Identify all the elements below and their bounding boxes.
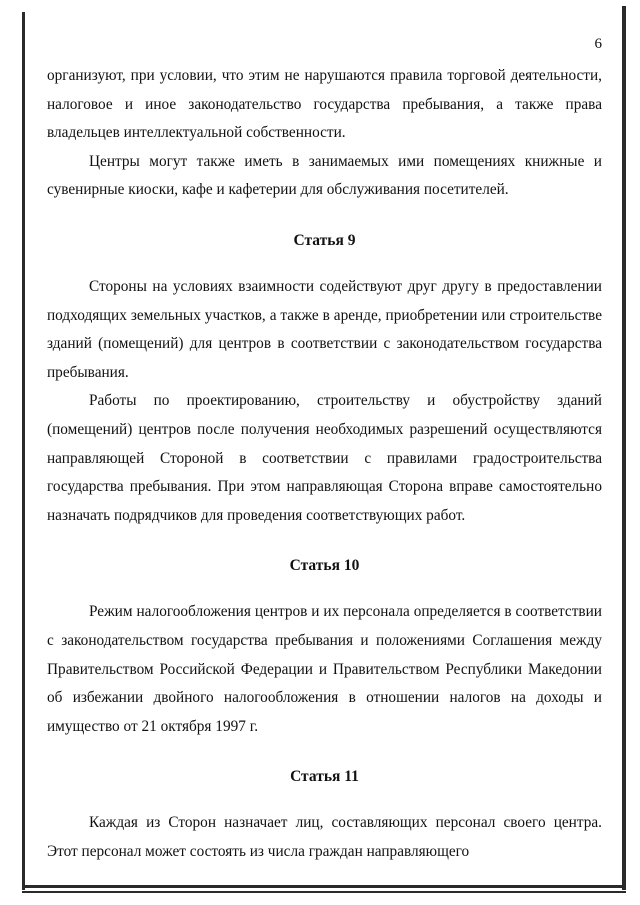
page-border-left xyxy=(22,12,25,890)
paragraph: Центры могут также иметь в занимаемых ими помещениях книжные и сувенирные киоски, кафе и кафетерии для обслуживания посетителей. xyxy=(47,152,602,199)
page-border-bottom-double xyxy=(22,891,626,893)
paragraph: организуют, при условии, что этим не нарушаются правила торговой деятельности, налоговое и иное законодательство государства пребывания, а также права владельцев интеллектуальной собственности. xyxy=(47,67,602,142)
paragraph: Каждая из Сторон назначает лиц, составляющих персонал своего центра. Этот персонал может состоять из числа граждан направляющего xyxy=(47,814,602,860)
page-border-bottom xyxy=(22,885,626,888)
paragraph: Стороны на условиях взаимности содействуют друг другу в предоставлении подходящих земельных участков, а также в аренде, приобретении или строительстве зданий (помещений) для центров в соответствии с законодательством государства пребывания. xyxy=(47,277,602,381)
paragraph: Работы по проектированию, строительству и обустройству зданий (помещений) центров после получения необходимых разрешений осуществляются направляющей Стороной в соответствии с правилами градостроительства государства пребывания. При этом направляющая Сторона вправе самостоятельно назначать подрядчиков для проведения соответствующих работ. xyxy=(47,392,602,524)
article-heading: Статья 9 xyxy=(293,231,356,249)
page-number: 6 xyxy=(594,36,602,52)
paragraph: Режим налогообложения центров и их персонала определяется в соответствии с законодательством государства пребывания и положениями Соглашения между Правительством Российской Федерации и Правительством Республики Македонии об избежании двойного налогообложения в отношении налогов на доходы и имущество от 21 октября 1997 г. xyxy=(47,603,602,735)
article-heading: Статья 10 xyxy=(289,557,360,575)
document-body xyxy=(47,62,602,866)
page-border-right xyxy=(622,6,626,890)
article-heading: Статья 11 xyxy=(290,768,359,786)
